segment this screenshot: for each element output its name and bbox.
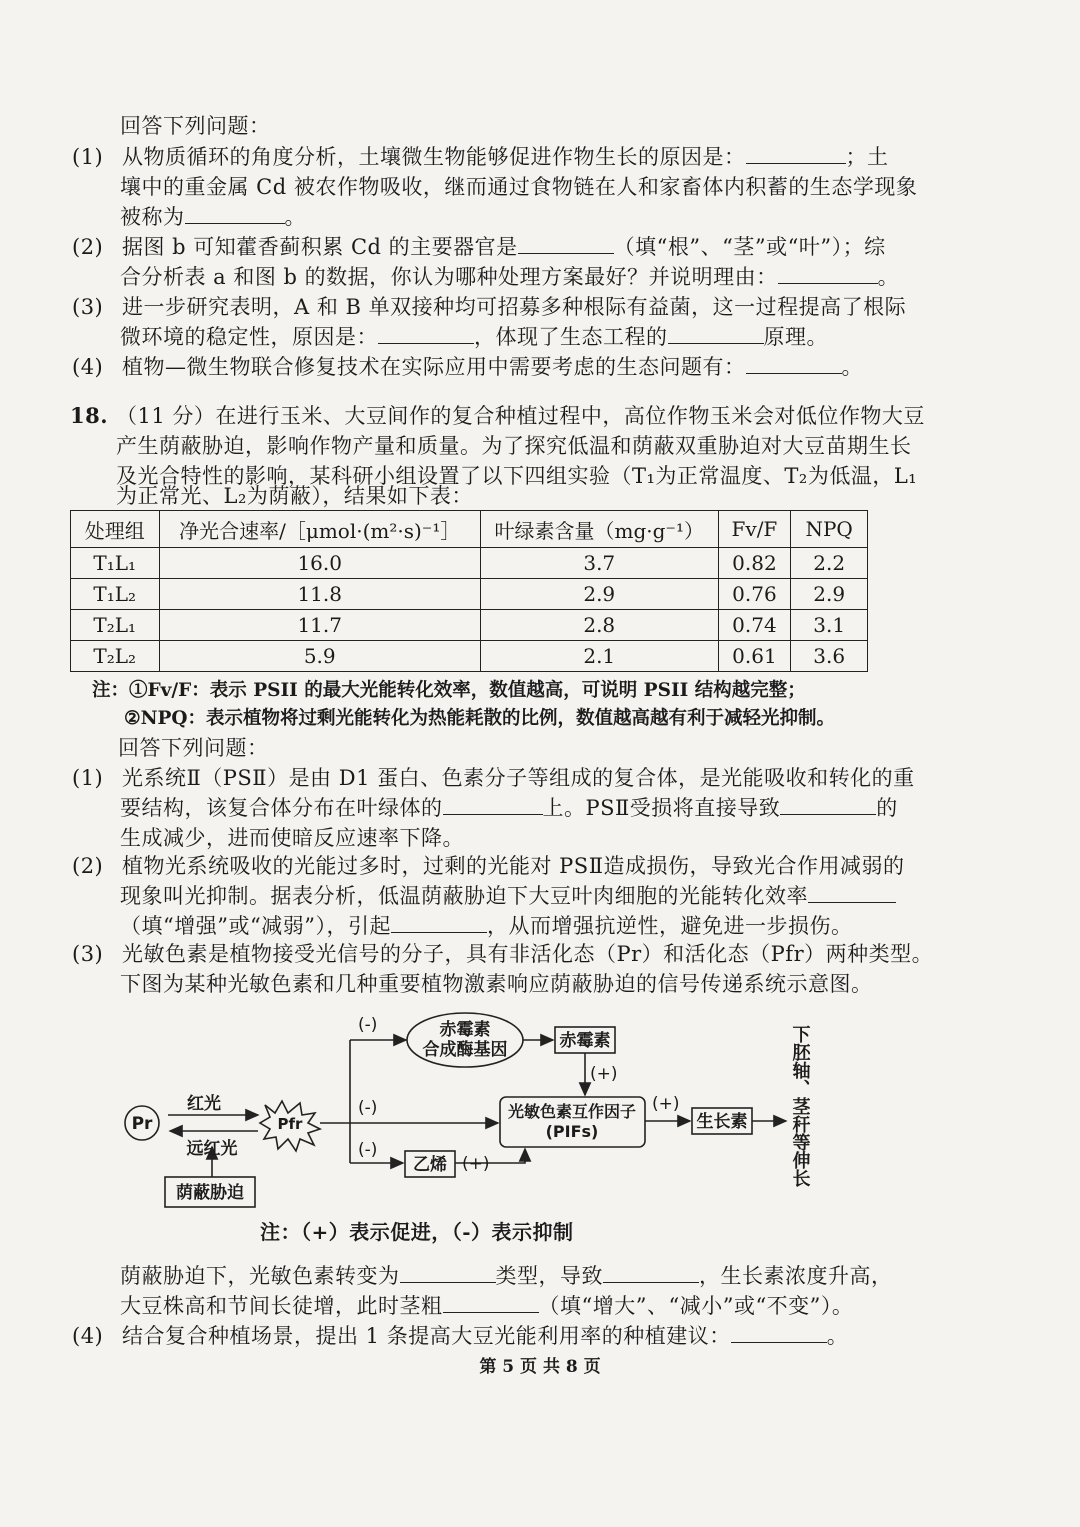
q18-intro-line4: 为正常光、L₂为荫蔽），结果如下表： bbox=[116, 484, 473, 508]
answer-blank[interactable] bbox=[443, 794, 543, 815]
pfr-label: Pfr bbox=[277, 1115, 303, 1133]
q18-part2-line3: （填“增强”或“减弱”），引起 ，从而增强抗逆性，避免进一步损伤。 bbox=[120, 914, 853, 938]
q18-part3-line1: (3) 光敏色素是植物接受光信号的分子，具有非活化态（Pr）和活化态（Pfr）两种类型。 bbox=[72, 942, 934, 966]
table-cell: 3.6 bbox=[791, 641, 868, 672]
q18-part1-line3: 生成减少，进而使暗反应速率下降。 bbox=[120, 826, 464, 850]
table-cell: T₂L₁ bbox=[71, 610, 160, 641]
q18-intro-line3: 及光合特性的影响，某科研小组设置了以下四组实验（T₁为正常温度、T₂为低温，L₁ bbox=[116, 464, 918, 488]
q18-intro-line1: 18. （11 分）在进行玉米、大豆间作的复合种植过程中，高位作物玉米会对低位作物大豆 bbox=[70, 403, 925, 428]
table-cell: 11.8 bbox=[159, 579, 480, 610]
q17-part1-line3: 被称为 。 bbox=[120, 205, 306, 229]
promote-sign: (+) bbox=[462, 1154, 490, 1174]
q17-part4-line1: (4) 植物—微生物联合修复技术在实际应用中需要考虑的生态问题有： 。 bbox=[72, 355, 863, 379]
table-cell: 2.8 bbox=[480, 610, 718, 641]
table-cell: 2.9 bbox=[480, 579, 718, 610]
table-cell: T₂L₂ bbox=[71, 641, 160, 672]
table-header: 处理组 bbox=[71, 511, 160, 548]
table-cell: 0.76 bbox=[718, 579, 791, 610]
far-red-light-label: 远红光 bbox=[186, 1139, 238, 1159]
question-number: 18. bbox=[70, 403, 109, 428]
q17-part3-line1: (3) 进一步研究表明，A 和 B 单双接种均可招募多种根际有益菌，这一过程提高了根际 bbox=[72, 295, 907, 319]
answer-blank[interactable] bbox=[443, 1292, 539, 1313]
page-footer: 第 5 页 共 8 页 bbox=[479, 1357, 601, 1377]
table-header: 净光合速率/［μmol·(m²·s)⁻¹］ bbox=[159, 511, 480, 548]
table-header: NPQ bbox=[791, 511, 868, 548]
q17-part2-line2: 合分析表 a 和图 b 的数据，你认为哪种处理方案最好？并说明理由： 。 bbox=[120, 265, 900, 289]
q17-part1-line1: (1) 从物质循环的角度分析，土壤微生物能够促进作物生长的原因是： ；土 bbox=[72, 145, 889, 169]
table-row bbox=[71, 548, 868, 579]
results-table bbox=[70, 510, 868, 672]
signal-pathway-diagram bbox=[110, 1005, 830, 1215]
q18-part2-line2: 现象叫光抑制。据表分析，低温荫蔽胁迫下大豆叶肉细胞的光能转化效率 bbox=[120, 882, 896, 910]
inhibit-sign: (-) bbox=[358, 1140, 378, 1160]
answer-blank[interactable] bbox=[731, 1322, 827, 1343]
section-intro: 回答下列问题： bbox=[120, 114, 271, 138]
inhibit-sign: (-) bbox=[358, 1098, 378, 1118]
answer-blank[interactable] bbox=[668, 323, 764, 344]
table-header-row bbox=[71, 511, 868, 548]
answer-blank[interactable] bbox=[378, 323, 474, 344]
red-light-label: 红光 bbox=[187, 1094, 221, 1114]
ethylene-label: 乙烯 bbox=[413, 1155, 447, 1175]
q17-part2-line1: (2) 据图 b 可知藿香蓟积累 Cd 的主要器官是 （填“根”、“茎”或“叶”）；综 bbox=[72, 235, 886, 259]
q18-part4-line1: (4) 结合复合种植场景，提出 1 条提高大豆光能利用率的种植建议： 。 bbox=[72, 1324, 849, 1348]
q18-part3-answer-line2: 大豆株高和节间长徒增，此时茎粗 （填“增大”、“减小”或“不变”）。 bbox=[120, 1294, 854, 1318]
gibberellin-label: 赤霉素 bbox=[559, 1031, 611, 1051]
shade-stress-label: 荫蔽胁迫 bbox=[176, 1183, 244, 1203]
table-cell: 5.9 bbox=[159, 641, 480, 672]
table-cell: 3.1 bbox=[791, 610, 868, 641]
table-cell: T₁L₁ bbox=[71, 548, 160, 579]
answer-blank[interactable] bbox=[603, 1262, 699, 1283]
inhibit-sign: (-) bbox=[358, 1015, 378, 1035]
answer-blank[interactable] bbox=[746, 353, 842, 374]
ga-gene-label-1: 赤霉素 bbox=[439, 1020, 491, 1040]
answer-blank[interactable] bbox=[185, 203, 285, 224]
q17-part3-line2: 微环境的稳定性，原因是： ，体现了生态工程的 原理。 bbox=[120, 325, 828, 349]
promote-sign: (+) bbox=[652, 1094, 680, 1114]
table-header: 叶绿素含量（mg·g⁻¹） bbox=[480, 511, 718, 548]
q17-part1-line2: 壤中的重金属 Cd 被农作物吸收，继而通过食物链在人和家畜体内积蓄的生态学现象 bbox=[120, 175, 918, 199]
table-cell: 0.82 bbox=[718, 548, 791, 579]
table-cell: 0.61 bbox=[718, 641, 791, 672]
q18-part3-answer-line1: 荫蔽胁迫下，光敏色素转变为 类型，导致 ，生长素浓度升高， bbox=[120, 1264, 893, 1288]
pr-label: Pr bbox=[131, 1114, 153, 1134]
diagram-note: 注：（+）表示促进，（-）表示抑制 bbox=[260, 1220, 574, 1244]
table-cell: 0.74 bbox=[718, 610, 791, 641]
table-note-2: ②NPQ：表示植物将过剩光能转化为热能耗散的比例，数值越高越有利于减轻光抑制。 bbox=[124, 708, 836, 729]
table-cell: 2.1 bbox=[480, 641, 718, 672]
table-cell: T₁L₂ bbox=[71, 579, 160, 610]
ga-gene-label-2: 合成酶基因 bbox=[422, 1040, 508, 1060]
pifs-label-1: 光敏色素互作因子 bbox=[507, 1102, 637, 1121]
auxin-label: 生长素 bbox=[696, 1112, 748, 1132]
q18-part2-line1: (2) 植物光系统吸收的光能过多时，过剩的光能对 PSⅡ造成损伤，导致光合作用减弱的 bbox=[72, 854, 905, 878]
answer-blank[interactable] bbox=[518, 233, 614, 254]
answer-blank[interactable] bbox=[391, 912, 487, 933]
table-cell: 11.7 bbox=[159, 610, 480, 641]
answer-blank[interactable] bbox=[778, 263, 878, 284]
outcome-label: 下胚轴、茎秆等伸长 bbox=[789, 1025, 811, 1187]
promote-sign: (+) bbox=[590, 1064, 618, 1084]
table-cell: 16.0 bbox=[159, 548, 480, 579]
q18-part3-line2: 下图为某种光敏色素和几种重要植物激素响应荫蔽胁迫的信号传递系统示意图。 bbox=[120, 972, 873, 996]
answer-intro: 回答下列问题： bbox=[118, 736, 269, 760]
table-cell: 2.2 bbox=[791, 548, 868, 579]
q18-part1-line2: 要结构，该复合体分布在叶绿体的 上。PSⅡ受损将直接导致 的 bbox=[120, 796, 898, 820]
answer-blank[interactable] bbox=[780, 794, 876, 815]
q18-intro-line2: 产生荫蔽胁迫，影响作物产量和质量。为了探究低温和荫蔽双重胁迫对大豆苗期生长 bbox=[116, 434, 912, 458]
table-cell: 3.7 bbox=[480, 548, 718, 579]
pifs-label-2: (PIFs) bbox=[545, 1122, 599, 1141]
table-cell: 2.9 bbox=[791, 579, 868, 610]
answer-blank[interactable] bbox=[746, 143, 846, 164]
answer-blank[interactable] bbox=[400, 1262, 496, 1283]
table-note-1: 注：①Fv/F：表示 PSII 的最大光能转化效率，数值越高，可说明 PSII 结构越完整； bbox=[92, 680, 806, 701]
table-row bbox=[71, 641, 868, 672]
answer-blank[interactable] bbox=[808, 882, 896, 903]
q18-part1-line1: (1) 光系统Ⅱ（PSⅡ）是由 D1 蛋白、色素分子等组成的复合体，是光能吸收和转化的重 bbox=[72, 766, 915, 790]
table-row bbox=[71, 610, 868, 641]
table-row bbox=[71, 579, 868, 610]
table-header: Fv/F bbox=[718, 511, 791, 548]
